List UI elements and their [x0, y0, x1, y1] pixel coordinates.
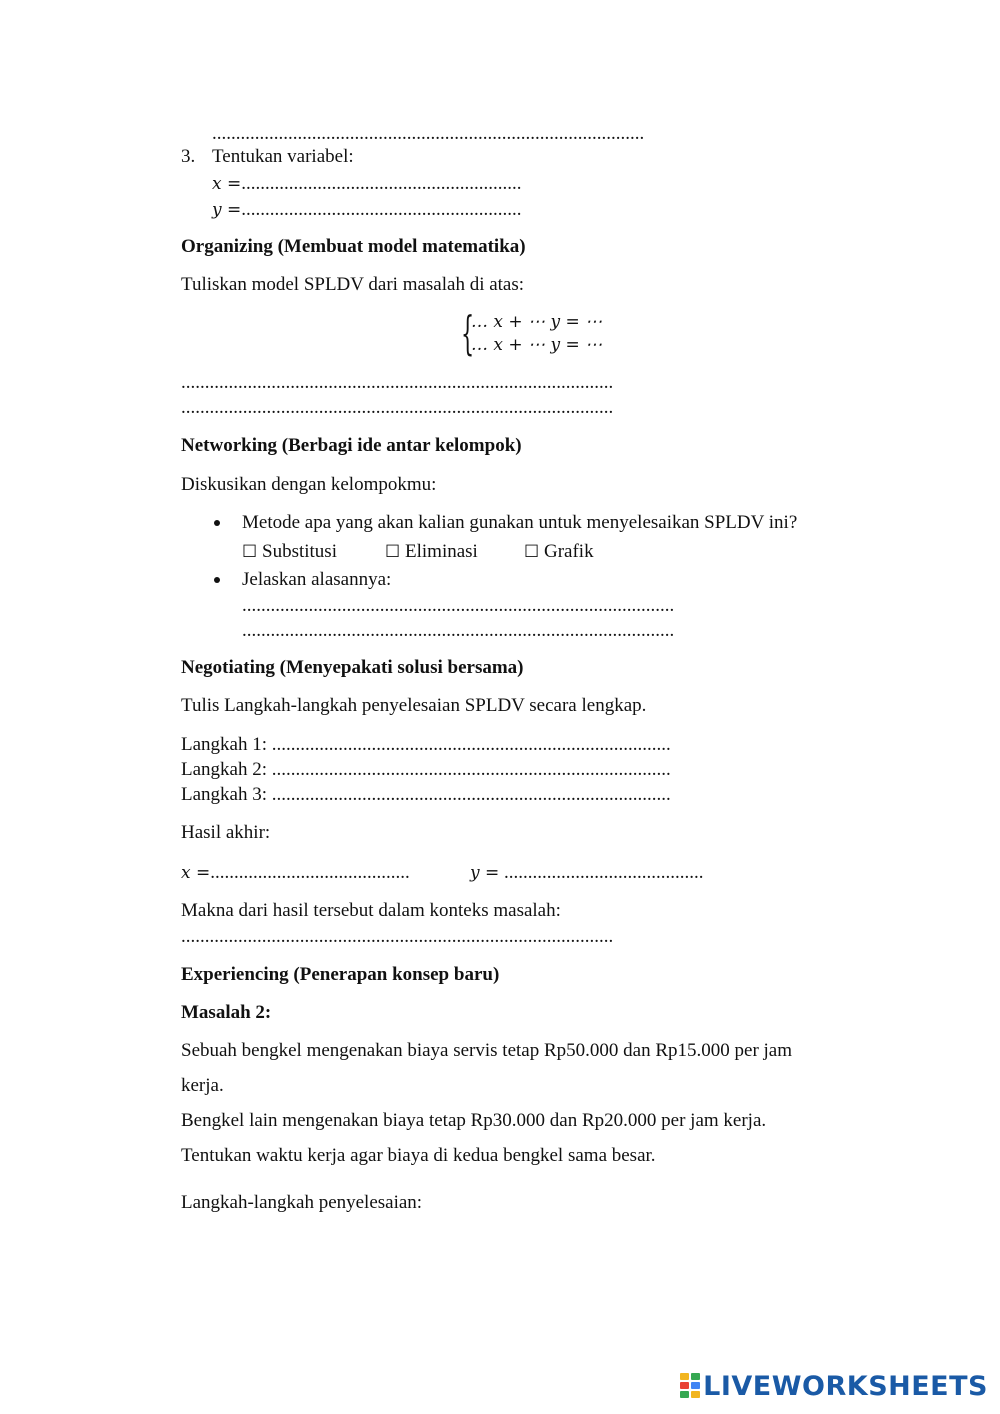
bullet-2	[214, 577, 220, 583]
step-2[interactable]: Langkah 2: ....................................................................................	[181, 759, 671, 780]
organizing-answer-dots-2[interactable]: ...........................................................................................	[181, 397, 614, 418]
answer-dots-top: ...........................................................................................	[212, 123, 645, 144]
option-substitusi-label: Substitusi	[262, 541, 337, 562]
var-x-answer[interactable]: ...........................................................	[241, 173, 522, 194]
networking-answer-dots-1[interactable]: ...........................................................................................	[242, 595, 675, 616]
bullet-1-text: Metode apa yang akan kalian gunakan untuk menyelesaikan SPLDV ini?	[242, 512, 798, 533]
networking-instruction: Diskusikan dengan kelompokmu:	[181, 474, 437, 495]
option-grafik-label: Grafik	[544, 541, 594, 562]
result-y-label: y =	[470, 863, 500, 883]
liveworksheets-logo	[680, 1372, 988, 1400]
problem-2-line-2: kerja.	[181, 1075, 224, 1096]
bullet-1	[214, 520, 220, 526]
option-eliminasi[interactable]	[385, 541, 478, 563]
steps-label: Langkah-langkah penyelesaian:	[181, 1192, 423, 1213]
var-x-label: x =	[212, 174, 242, 194]
item-3-text: Tentukan variabel:	[212, 146, 354, 167]
step-1[interactable]: Langkah 1: ....................................................................................	[181, 734, 671, 755]
equation-1[interactable]: … x + ⋯ y = ⋯	[471, 312, 603, 332]
result-x-answer[interactable]: ..........................................	[210, 862, 410, 883]
problem-2-line-1: Sebuah bengkel mengenakan biaya servis tetap Rp50.000 dan Rp15.000 per jam	[181, 1040, 793, 1061]
option-eliminasi-label: Eliminasi	[405, 541, 478, 562]
negotiating-instruction: Tulis Langkah-langkah penyelesaian SPLDV secara lengkap.	[181, 695, 647, 716]
organizing-answer-dots-1[interactable]: ...........................................................................................	[181, 372, 614, 393]
problem-2-title: Masalah 2:	[181, 1002, 272, 1023]
result-x-row	[181, 862, 410, 884]
organizing-instruction: Tuliskan model SPLDV dari masalah di atas:	[181, 274, 525, 295]
var-y-label: y =	[212, 200, 242, 220]
experiencing-heading: Experiencing (Penerapan konsep baru)	[181, 964, 500, 985]
problem-2-line-3: Bengkel lain mengenakan biaya tetap Rp30.000 dan Rp20.000 per jam kerja.	[181, 1110, 767, 1131]
var-x-row	[212, 173, 522, 195]
equation-2[interactable]: … x + ⋯ y = ⋯	[471, 335, 603, 355]
liveworksheets-logo-icon	[680, 1373, 700, 1399]
checkbox-icon[interactable]: ☐	[524, 542, 540, 562]
liveworksheets-logo-text: LIVEWORKSHEETS	[703, 1370, 988, 1402]
checkbox-icon[interactable]: ☐	[385, 542, 401, 562]
networking-answer-dots-2[interactable]: ...........................................................................................	[242, 620, 675, 641]
meaning-answer-dots[interactable]: ...........................................................................................	[181, 926, 614, 947]
var-y-answer[interactable]: ...........................................................	[241, 199, 522, 220]
checkbox-icon[interactable]: ☐	[242, 542, 258, 562]
option-grafik[interactable]	[524, 541, 594, 563]
item-number-3: 3.	[181, 146, 196, 167]
negotiating-heading: Negotiating (Menyepakati solusi bersama)	[181, 657, 524, 678]
var-y-row	[212, 199, 522, 221]
bullet-2-text: Jelaskan alasannya:	[242, 569, 392, 590]
equation-system-brace: {	[461, 306, 475, 360]
networking-heading: Networking (Berbagi ide antar kelompok)	[181, 435, 522, 456]
organizing-heading: Organizing (Membuat model matematika)	[181, 236, 526, 257]
result-label: Hasil akhir:	[181, 822, 271, 843]
result-y-answer[interactable]: ..........................................	[499, 862, 704, 883]
step-3[interactable]: Langkah 3: ....................................................................................	[181, 784, 671, 805]
meaning-label: Makna dari hasil tersebut dalam konteks masalah:	[181, 900, 561, 921]
result-y-row	[470, 862, 704, 884]
problem-2-line-4: Tentukan waktu kerja agar biaya di kedua bengkel sama besar.	[181, 1145, 656, 1166]
result-x-label: x =	[181, 863, 211, 883]
option-substitusi[interactable]	[242, 541, 337, 563]
